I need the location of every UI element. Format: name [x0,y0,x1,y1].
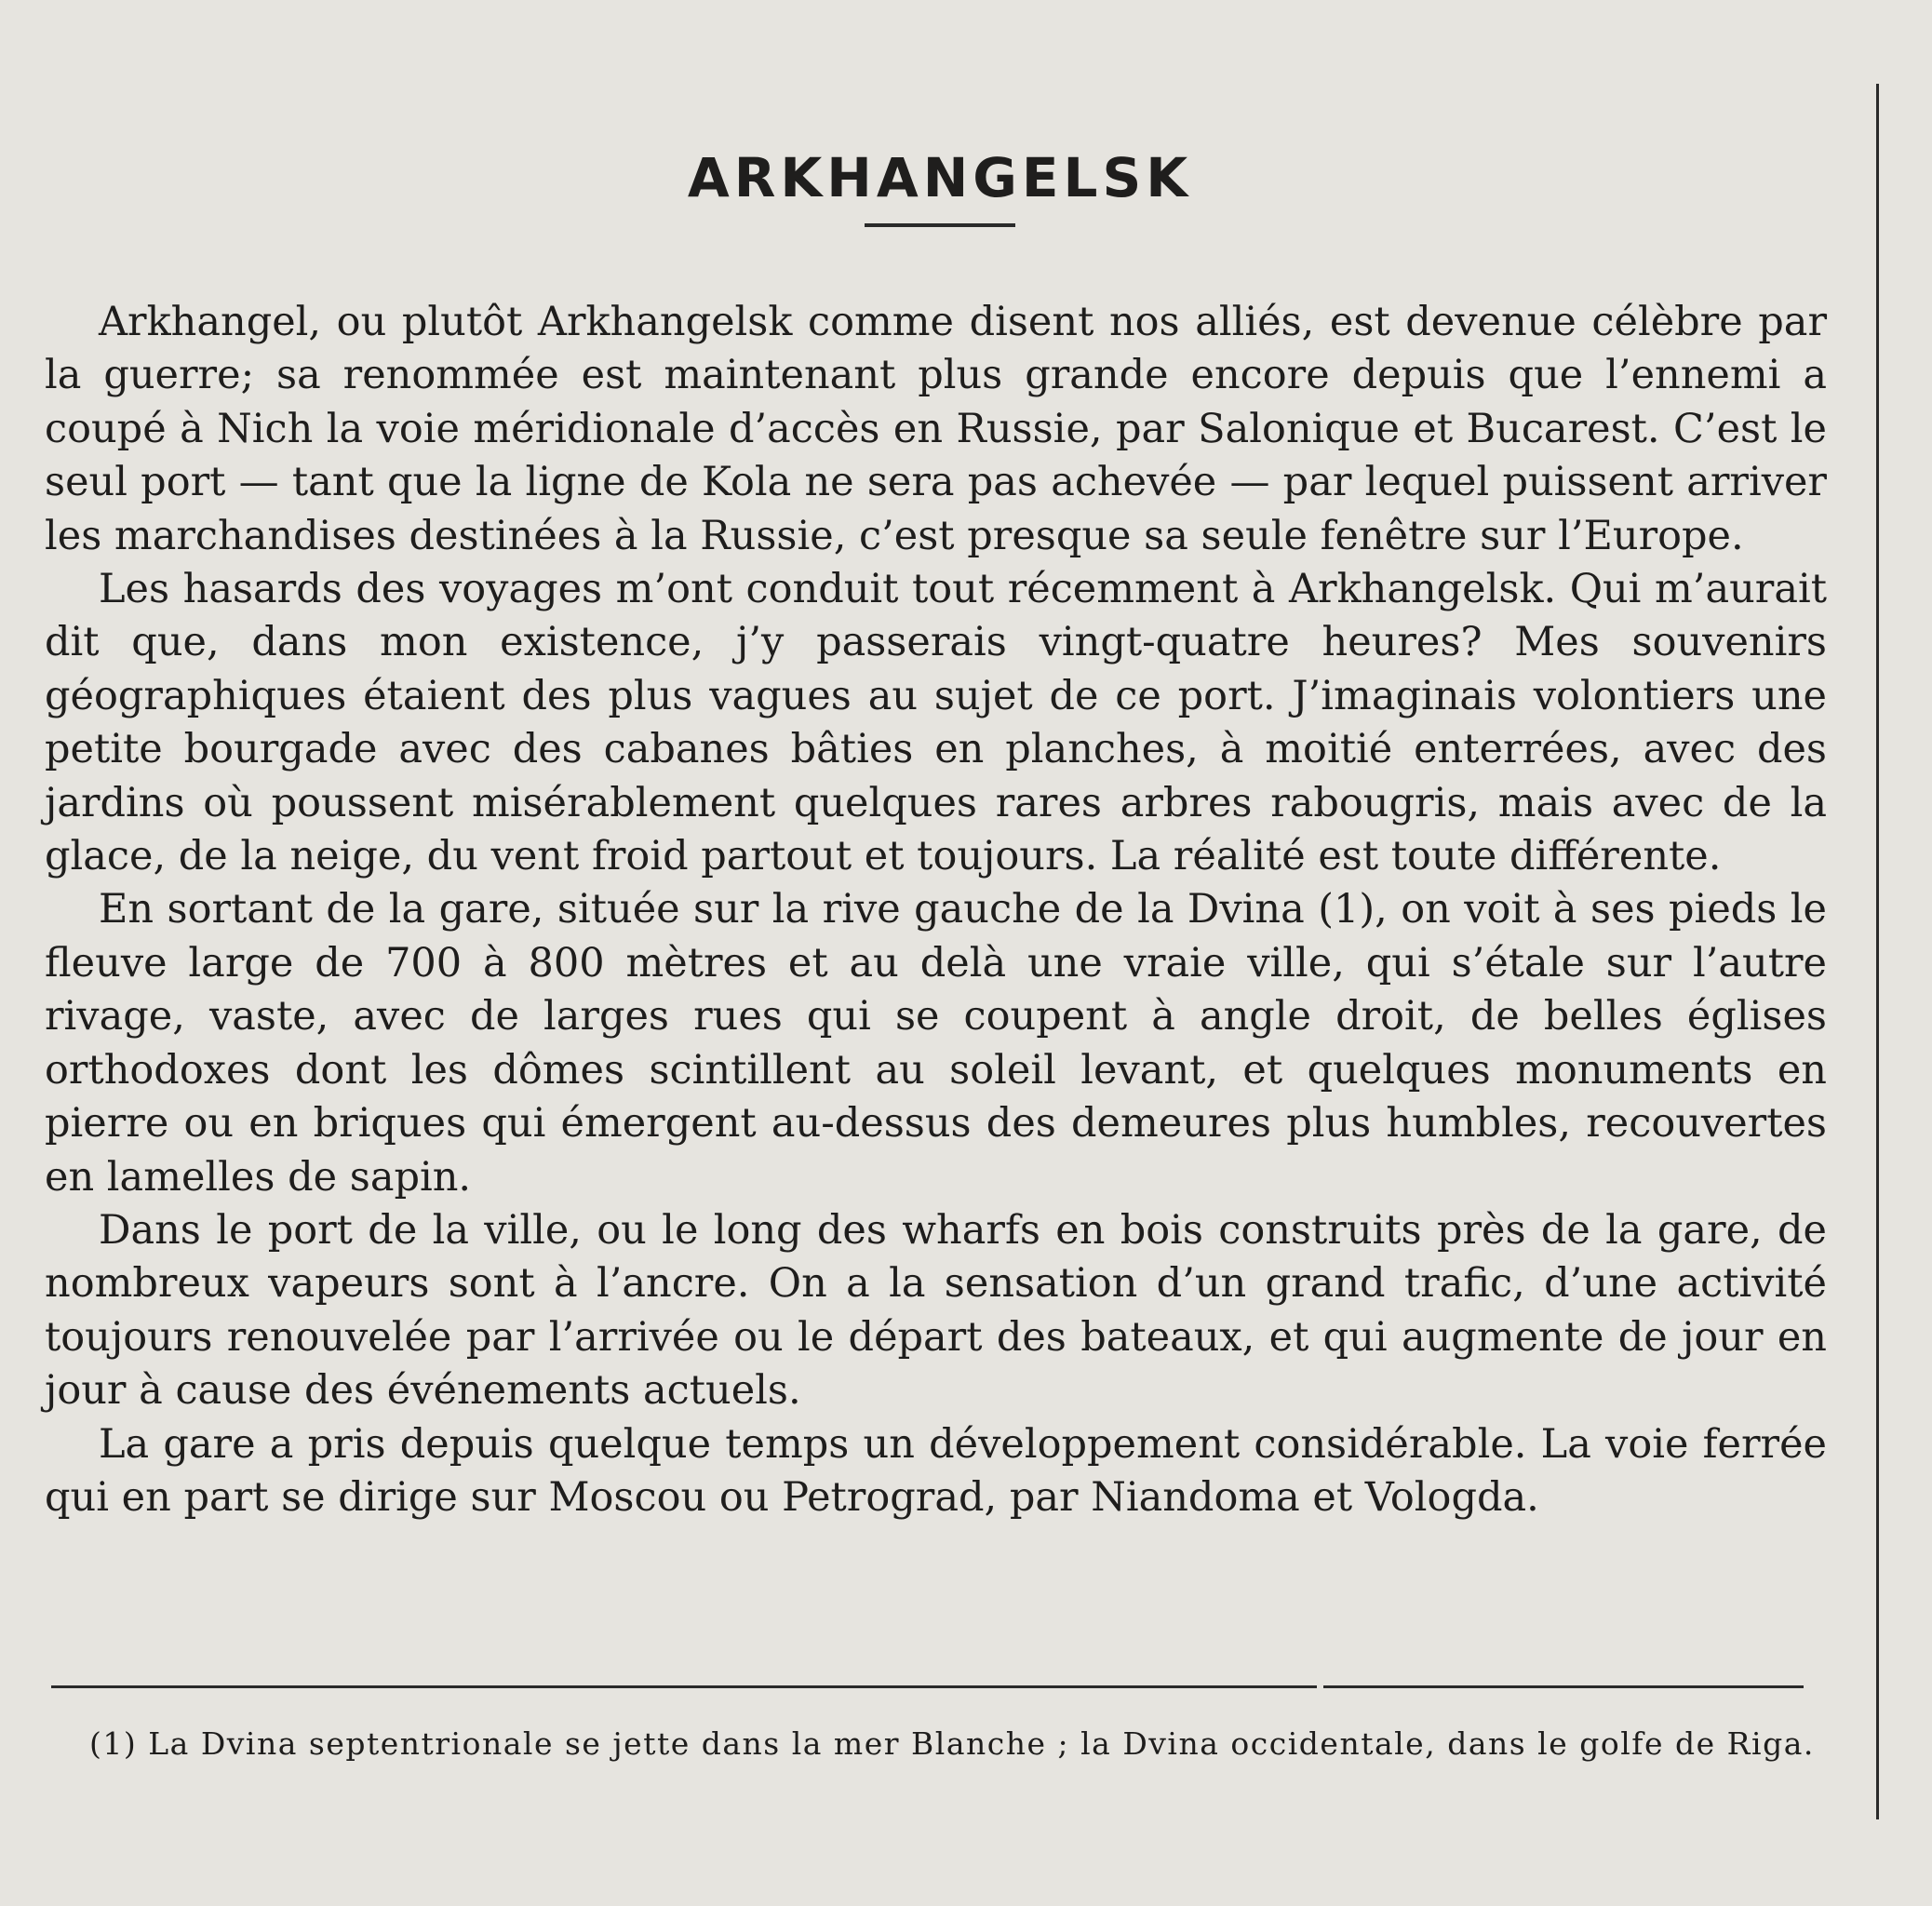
footnote-text: (1) La Dvina septentrionale se jette dans la mer Blanche ; la Dvina occidentale, dans le golfe de Riga. [89,1725,1815,1762]
paragraph-4: Dans le port de la ville, ou le long des wharfs en bois construits près de la gare, de nombreux vapeurs sont à l’ancre. On a la sensation d’un grand trafic, d’une activité toujours renouvelée par l’arrivée ou le départ des bateaux, et qui augmente de jour en jour à cause des événements actuels. [45,1206,1827,1415]
paragraph-5: La gare a pris depuis quelque temps un développement considérable. La voie ferrée qui en part se dirige sur Moscou ou Petrograd, par Niandoma et Vologda. [45,1420,1827,1521]
page-title: ARKHANGELSK [687,145,1193,209]
margin-rule [1876,84,1879,1819]
paragraph-1: Arkhangel, ou plutôt Arkhangelsk comme disent nos alliés, est devenue célèbre par la guerre; sa renommée est maintenant plus grande encore depuis que l’ennemi a coupé à Nich la voie méridionale d’accès en Russie, par Salonique et Bucarest. C’est le seul port — tant que la ligne de Kola ne sera pas achevée — par lequel puissent arriver les marchandises destinées à la Russie, c’est presque sa seule fenêtre sur l’Europe. [45,299,1827,559]
paragraph-2: Les hasards des voyages m’ont conduit tout récemment à Arkhangelsk. Qui m’aurait dit que, dans mon existence, j’y passerais vingt-quatre heures? Mes souvenirs géographiques étaient des plus vagues au sujet de ce port. J’imaginais volontiers une petite bourgade avec des cabanes bâties en planches, à moitié enterrées, avec des jardins où poussent misérablement quelques rares arbres rabougris, mais avec de la glace, de la neige, du vent froid partout et toujours. La réalité est toute différente. [45,566,1827,880]
footnote [45,1720,1822,1768]
footnote-divider [51,1685,1317,1688]
article-body [45,296,1827,1524]
footnote-divider-end [1323,1685,1804,1688]
paragraph-3: En sortant de la gare, située sur la rive gauche de la Dvina (1), on voit à ses pieds le fleuve large de 700 à 800 mètres et au delà une vraie ville, qui s’étale sur l’autre rivage, vaste, avec de larges rues qui se coupent à angle droit, de belles églises orthodoxes dont les dômes scintillent au soleil levant, et quelques monuments en pierre ou en briques qui émergent au-dessus des demeures plus humbles, recouvertes en lamelles de sapin. [45,886,1827,1201]
title-divider [865,223,1015,227]
